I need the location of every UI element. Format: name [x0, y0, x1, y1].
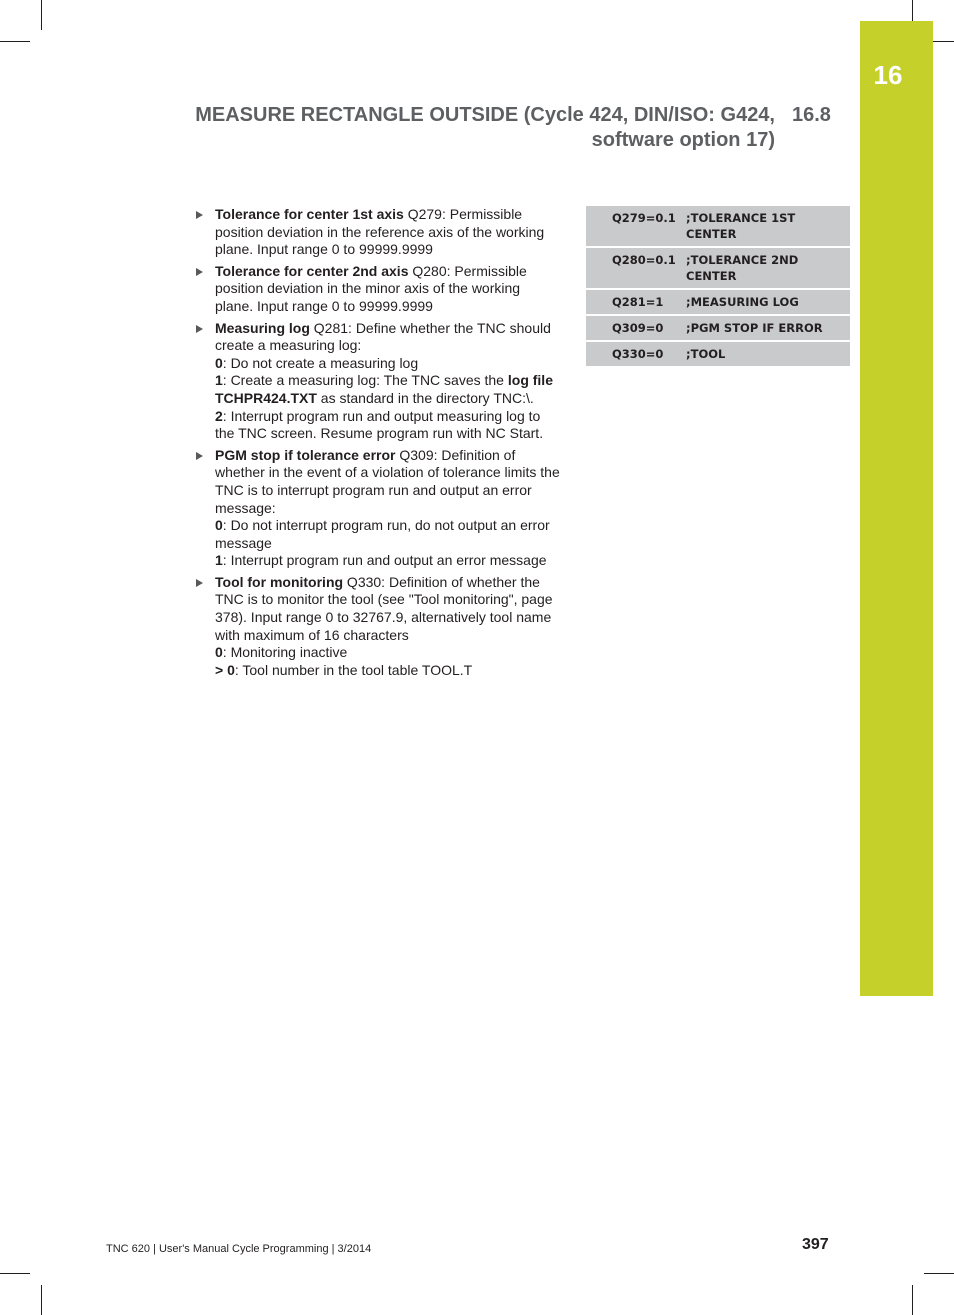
log-file-name: log file TCHPR424.TXT — [215, 372, 553, 406]
parameter-term: 0 — [215, 354, 223, 371]
code-row — [586, 341, 850, 367]
code-comment: ;PGM STOP IF ERROR — [686, 315, 850, 341]
parameter-description — [215, 263, 561, 316]
code-comment: ;TOLERANCE 2ND CENTER — [686, 247, 850, 289]
parameter-description — [215, 206, 561, 259]
parameter-item — [196, 447, 561, 570]
parameter-term: 1 — [215, 372, 223, 389]
parameter-term: Tolerance for center 1st axis — [215, 206, 404, 222]
parameter-list — [196, 206, 561, 683]
parameter-option — [215, 355, 561, 373]
parameter-option — [215, 408, 561, 443]
section-number: 16.8 — [792, 104, 831, 126]
parameter-text: : Create a measuring log: The TNC saves the — [222, 372, 508, 389]
crop-mark — [41, 1285, 42, 1315]
parameter-text: Q309: Definition of whether in the event of a violation of tolerance limits the TNC is to interrupt program run and output an error message: — [215, 446, 560, 516]
code-param: Q309=0 — [586, 315, 686, 341]
crop-mark — [912, 1285, 913, 1315]
chapter-tab — [860, 21, 933, 996]
code-row — [586, 247, 850, 289]
parameter-item — [196, 206, 561, 259]
parameter-description — [215, 320, 561, 355]
code-comment: ;TOOL — [686, 341, 850, 367]
code-param: Q280=0.1 — [586, 247, 686, 289]
parameter-term: PGM stop if tolerance error — [215, 446, 396, 463]
code-row — [586, 289, 850, 315]
parameter-term: 1 — [215, 552, 223, 569]
code-param: Q281=1 — [586, 289, 686, 315]
parameter-option — [215, 662, 561, 680]
footer-text: TNC 620 | User's Manual Cycle Programming | 3/2014 — [106, 1243, 372, 1255]
parameter-option — [215, 644, 561, 662]
code-row — [586, 315, 850, 341]
parameter-text: : Interrupt program run and output an error message — [222, 552, 547, 569]
code-row — [586, 206, 850, 247]
parameter-term: 0 — [215, 517, 223, 534]
code-param: Q279=0.1 — [586, 206, 686, 247]
parameter-text: : Interrupt program run and output measuring log to the TNC screen. Resume program run with NC Start. — [215, 407, 544, 442]
page-number: 397 — [802, 1236, 829, 1253]
parameter-description — [215, 447, 561, 517]
code-comment: ;TOLERANCE 1ST CENTER — [686, 206, 850, 247]
parameter-item — [196, 574, 561, 680]
parameter-text: : Do not interrupt program run, do not output an error message — [215, 517, 550, 551]
parameter-text: : Do not create a measuring log — [222, 354, 419, 371]
parameter-text: as standard in the directory TNC:\. — [316, 389, 534, 406]
code-param: Q330=0 — [586, 341, 686, 367]
crop-mark — [0, 41, 30, 42]
bullet-triangle-icon — [196, 268, 203, 276]
parameter-item — [196, 320, 561, 443]
crop-mark — [924, 1273, 954, 1274]
parameter-text: Q280: Permissible position deviation in the minor axis of the working plane. Input range 0 to 99999.9999 — [215, 262, 527, 314]
crop-mark — [0, 1273, 30, 1274]
parameter-term: > 0 — [215, 661, 235, 678]
page-title: MEASURE RECTANGLE OUTSIDE (Cycle 424, DIN/ISO: G424, software option 17) — [195, 104, 775, 151]
parameter-text: Q330: Definition of whether the TNC is to monitor the tool (see "Tool monitoring", page 378). Input range 0 to 32767.9, alternatively tool name with maximum of 16 characters — [215, 573, 553, 643]
parameter-description — [215, 574, 561, 644]
parameter-term: Measuring log — [215, 319, 310, 336]
parameter-option — [215, 552, 561, 570]
parameter-option — [215, 372, 561, 407]
parameter-text: Q279: Permissible position deviation in the reference axis of the working plane. Input range 0 to 99999.9999 — [215, 206, 545, 258]
parameter-text: : Tool number in the tool table TOOL.T — [234, 661, 473, 678]
parameter-item — [196, 263, 561, 316]
bullet-triangle-icon — [196, 452, 203, 460]
parameter-term: Tool for monitoring — [215, 573, 344, 590]
bullet-triangle-icon — [196, 325, 203, 333]
parameter-option — [215, 517, 561, 552]
code-table — [586, 206, 850, 368]
parameter-text: : Monitoring inactive — [222, 644, 348, 661]
parameter-term: 0 — [215, 644, 223, 661]
code-comment: ;MEASURING LOG — [686, 289, 850, 315]
parameter-term: Tolerance for center 2nd axis — [215, 262, 409, 279]
bullet-triangle-icon — [196, 579, 203, 587]
chapter-number: 16 — [873, 60, 903, 90]
parameter-text: Q281: Define whether the TNC should create a measuring log: — [215, 319, 551, 354]
bullet-triangle-icon — [196, 211, 203, 219]
crop-mark — [41, 0, 42, 30]
parameter-term: 2 — [215, 407, 223, 424]
